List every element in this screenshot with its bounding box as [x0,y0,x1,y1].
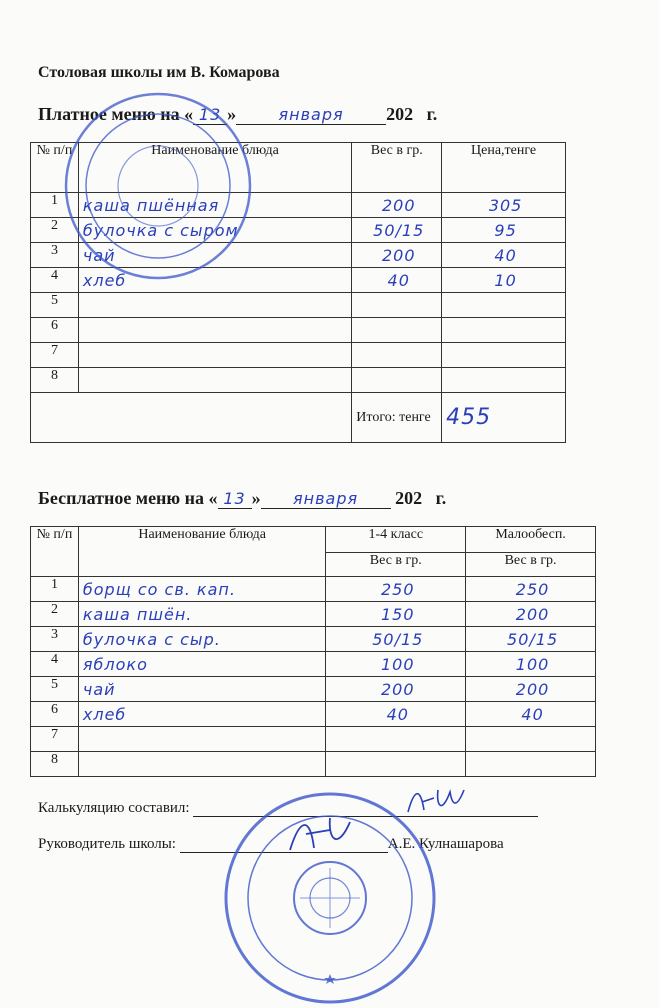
dish-name [78,368,351,393]
table-row [31,318,566,343]
row-number: 5 [31,293,79,318]
table-row [31,602,596,627]
table-row [31,727,596,752]
dish-name: чай [78,243,351,268]
table-row [31,627,596,652]
free-col-header-group1: 1-4 класс [326,527,466,553]
dish-name: борщ со св. кап. [78,577,326,602]
free-year: 202 [395,488,423,508]
free-menu-table [30,526,596,777]
weight-grade-1-4: 40 [326,702,466,727]
free-menu-title [38,488,446,509]
paid-total-blank [31,393,352,443]
table-row [31,702,596,727]
free-col-header-weight1: Вес в гр. [326,553,466,577]
director-label: Руководитель школы: [38,836,176,852]
row-number: 7 [31,343,79,368]
paid-title-mid: » [227,104,237,124]
free-title-prefix: Бесплатное меню на « [38,488,218,508]
dish-name [78,752,326,777]
weight-low-income [466,727,596,752]
calc-label: Калькуляцию составил: [38,800,190,816]
dish-name [78,343,351,368]
row-number: 6 [31,702,79,727]
weight-low-income: 200 [466,602,596,627]
table-row [31,577,596,602]
row-number: 2 [31,602,79,627]
row-number: 1 [31,577,79,602]
row-number: 8 [31,368,79,393]
weight-grade-1-4 [326,727,466,752]
table-row [31,752,596,777]
free-col-header-group2: Малообесп. [466,527,596,553]
weight-grade-1-4: 100 [326,652,466,677]
dish-price [442,293,566,318]
row-number: 5 [31,677,79,702]
table-row [31,343,566,368]
weight-low-income: 40 [466,702,596,727]
row-number: 8 [31,752,79,777]
school-name: Столовая школы им В. Комарова [38,64,280,81]
paid-title-prefix: Платное меню на « [38,104,194,124]
dish-weight: 200 [352,193,442,218]
paid-month: января [236,105,386,125]
official-round-seal [220,788,440,1008]
free-col-header-name: Наименование блюда [78,527,326,577]
dish-weight: 40 [352,268,442,293]
row-number: 2 [31,218,79,243]
dish-price: 40 [442,243,566,268]
director-name: А.Е. Кулнашарова [387,836,504,852]
free-title-mid: » [251,488,261,508]
row-number: 3 [31,627,79,652]
free-day: 13 [218,489,252,509]
dish-name: хлеб [78,268,351,293]
paid-total-value: 455 [442,393,566,443]
table-row [31,368,566,393]
row-number: 4 [31,268,79,293]
paid-year-suffix: г. [426,104,438,124]
dish-name: каша пшён. [78,602,326,627]
paid-day: 13 [193,105,227,125]
free-year-suffix: г. [435,488,447,508]
table-row [31,677,596,702]
dish-name [78,293,351,318]
dish-price [442,318,566,343]
weight-grade-1-4: 200 [326,677,466,702]
weight-grade-1-4 [326,752,466,777]
weight-low-income: 200 [466,677,596,702]
row-number: 6 [31,318,79,343]
weight-grade-1-4: 250 [326,577,466,602]
dish-weight [352,368,442,393]
dish-weight: 50/15 [352,218,442,243]
dish-price [442,343,566,368]
row-number: 7 [31,727,79,752]
dish-price: 95 [442,218,566,243]
row-number: 4 [31,652,79,677]
col-header-name: Наименование блюда [78,143,351,193]
dish-name [78,727,326,752]
school-round-stamp [58,86,258,286]
weight-grade-1-4: 150 [326,602,466,627]
weight-low-income: 100 [466,652,596,677]
row-number: 3 [31,243,79,268]
dish-name [78,318,351,343]
dish-price [442,368,566,393]
dish-name: каша пшённая [78,193,351,218]
dish-name: яблоко [78,652,326,677]
col-header-weight: Вес в гр. [352,143,442,193]
table-row [31,293,566,318]
dish-weight [352,293,442,318]
paid-year: 202 [386,104,414,124]
free-month: января [261,489,391,509]
table-row [31,652,596,677]
dish-weight [352,343,442,368]
free-col-header-num: № п/п [31,527,79,577]
paid-total-label: Итого: тенге [352,393,442,443]
weight-low-income: 50/15 [466,627,596,652]
weight-low-income: 250 [466,577,596,602]
dish-name: чай [78,677,326,702]
dish-name: булочка с сыр. [78,627,326,652]
dish-name: хлеб [78,702,326,727]
dish-weight [352,318,442,343]
row-number: 1 [31,193,79,218]
dish-name: булочка с сыром [78,218,351,243]
col-header-price: Цена,тенге [442,143,566,193]
weight-low-income [466,752,596,777]
weight-grade-1-4: 50/15 [326,627,466,652]
free-col-header-weight2: Вес в гр. [466,553,596,577]
col-header-num: № п/п [31,143,79,193]
dish-price: 10 [442,268,566,293]
dish-weight: 200 [352,243,442,268]
dish-price: 305 [442,193,566,218]
